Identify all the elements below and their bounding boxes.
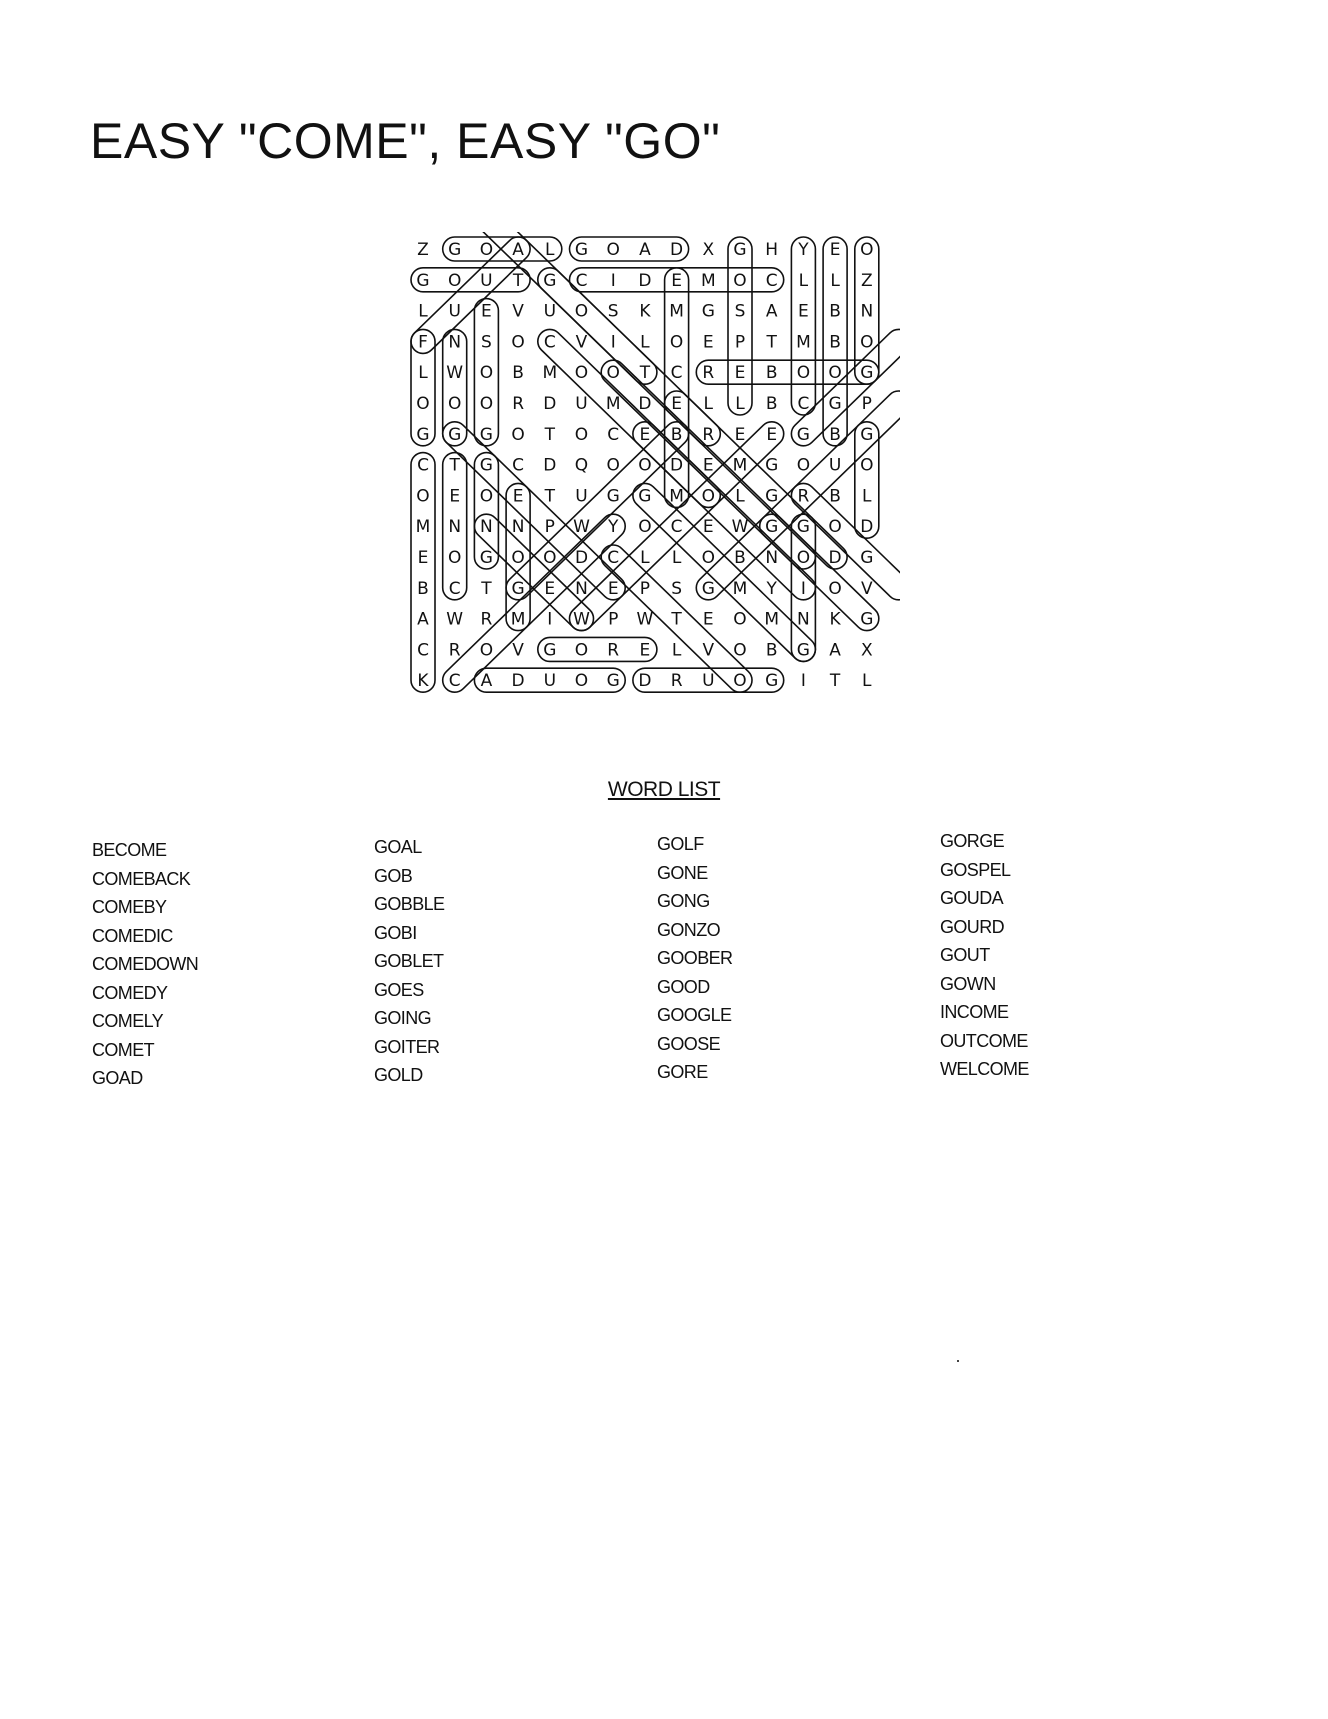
grid-letter[interactable]: G (606, 486, 620, 507)
grid-letter[interactable]: B (512, 363, 524, 384)
grid-letter[interactable]: T (671, 609, 682, 630)
grid-letter[interactable]: N (797, 609, 810, 630)
grid-letter[interactable]: N (480, 517, 493, 538)
grid-letter[interactable]: O (669, 332, 684, 353)
grid-letter[interactable]: R (448, 640, 461, 661)
word-list-item: GOAD (92, 1068, 143, 1088)
grid-letter[interactable]: A (829, 640, 841, 661)
grid-letter[interactable]: G (543, 270, 557, 291)
grid-letter[interactable]: S (607, 301, 619, 322)
grid-letter[interactable]: H (765, 240, 779, 260)
word-search-grid[interactable] (405, 232, 900, 707)
grid-letter[interactable]: L (418, 301, 428, 322)
grid-letter[interactable]: O (860, 332, 874, 353)
grid-letter[interactable]: B (734, 548, 746, 568)
grid-letter[interactable]: M (415, 517, 431, 538)
grid-letter[interactable]: M (732, 578, 748, 599)
grid-letter[interactable]: O (574, 363, 589, 384)
grid-letter[interactable]: C (670, 517, 683, 538)
grid-letter[interactable]: D (670, 240, 684, 260)
grid-letter[interactable]: E (829, 240, 841, 260)
grid-letter[interactable]: E (449, 486, 461, 507)
grid-letter[interactable]: M (510, 609, 526, 630)
grid-letter[interactable]: M (669, 301, 684, 322)
grid-letter[interactable]: L (735, 486, 745, 507)
grid-letter[interactable]: O (416, 486, 430, 507)
grid-letter[interactable]: C (797, 394, 810, 414)
grid-letter[interactable]: E (607, 578, 619, 599)
grid-letter[interactable]: G (796, 424, 810, 445)
word-list-item: GOITER (374, 1036, 440, 1057)
grid-letter[interactable]: N (860, 301, 874, 322)
grid-letter[interactable]: G (765, 455, 779, 476)
grid-letter[interactable]: L (545, 240, 555, 260)
grid-letter[interactable]: O (733, 640, 747, 661)
grid-letter[interactable]: E (766, 424, 778, 445)
grid-letter[interactable]: O (416, 394, 430, 414)
grid-letter[interactable]: L (862, 486, 872, 507)
grid-letter[interactable]: O (733, 671, 747, 692)
word-list-item: OUTCOME (940, 1030, 1028, 1051)
grid-letter[interactable]: O (606, 363, 620, 384)
grid-letter[interactable]: N (575, 578, 588, 599)
grid-letters (416, 240, 874, 691)
grid-letter[interactable]: O (606, 455, 620, 476)
grid-letter[interactable]: Y (608, 517, 619, 538)
grid-letter[interactable]: M (796, 332, 811, 353)
grid-letter[interactable]: O (733, 270, 747, 291)
grid-letter[interactable]: P (734, 332, 746, 353)
grid-letter[interactable]: U (480, 270, 493, 291)
grid-letter[interactable]: G (828, 394, 842, 414)
grid-letter[interactable]: W (573, 517, 590, 538)
grid-letter[interactable]: O (828, 363, 842, 384)
word-list-item: GOBBLE (374, 894, 445, 914)
word-list-item: GOLF (657, 834, 704, 854)
grid-letter[interactable]: I (610, 332, 616, 353)
word-list-item: GOBLET (374, 951, 444, 971)
grid-letter[interactable]: V (575, 332, 588, 353)
grid-letter[interactable]: C (607, 548, 620, 568)
grid-letter[interactable]: O (606, 240, 620, 260)
grid-letter[interactable]: W (446, 363, 464, 384)
grid-letter[interactable]: O (701, 548, 715, 568)
grid-letter[interactable]: E (702, 609, 714, 630)
word-list-item: WELCOME (940, 1059, 1029, 1079)
grid-letter[interactable]: A (765, 301, 778, 322)
grid-letter[interactable]: G (606, 671, 620, 692)
grid-letter[interactable]: L (862, 671, 872, 692)
grid-letter[interactable]: L (735, 394, 745, 414)
grid-letter[interactable]: C (765, 270, 778, 291)
grid-letter[interactable]: B (670, 424, 683, 445)
grid-letter[interactable]: T (766, 332, 777, 353)
grid-letter[interactable]: O (828, 578, 842, 599)
grid-letter[interactable]: E (544, 578, 556, 599)
grid-letter[interactable]: E (702, 455, 714, 476)
grid-letter[interactable]: R (702, 424, 715, 445)
grid-letter[interactable]: U (575, 394, 588, 414)
grid-letter[interactable]: I (800, 671, 806, 692)
grid-letter[interactable]: V (860, 578, 873, 599)
page-title: EASY "COME", EASY "GO" (90, 113, 721, 169)
grid-letter[interactable]: I (547, 609, 553, 630)
grid-letter[interactable]: E (702, 517, 714, 538)
word-list-column-1 (92, 840, 198, 1097)
grid-letter[interactable]: X (702, 240, 715, 260)
grid-letter[interactable]: D (638, 671, 652, 692)
grid-letter[interactable]: C (670, 363, 683, 384)
grid-letter[interactable]: L (671, 548, 682, 568)
grid-letter[interactable]: M (732, 455, 748, 476)
word-list-item: COMEDY (92, 982, 168, 1003)
grid-letter[interactable]: Y (798, 240, 809, 260)
grid-letter[interactable]: D (511, 671, 525, 692)
grid-letter[interactable]: G (860, 424, 874, 445)
grid-letter[interactable]: U (575, 486, 588, 507)
grid-letter[interactable]: T (481, 578, 492, 599)
grid-letter[interactable]: W (636, 609, 654, 630)
grid-letter[interactable]: B (417, 578, 429, 599)
grid-letter[interactable]: A (639, 240, 651, 260)
grid-letter[interactable]: U (543, 671, 557, 692)
grid-letter[interactable]: G (416, 424, 430, 445)
grid-letter[interactable]: W (573, 609, 590, 630)
grid-letter[interactable]: L (798, 270, 809, 291)
grid-letter[interactable]: A (480, 671, 493, 692)
grid-letter[interactable]: T (544, 486, 555, 507)
grid-letter[interactable]: Z (860, 270, 873, 291)
grid-letter[interactable]: C (512, 455, 525, 476)
grid-letter[interactable]: M (605, 394, 621, 414)
grid-letter[interactable]: E (671, 394, 682, 414)
word-list-heading: WORD LIST (607, 778, 721, 801)
grid-letter[interactable]: O (543, 548, 557, 568)
grid-letter[interactable]: W (731, 517, 749, 538)
grid-letter[interactable]: R (702, 363, 715, 384)
found-word-ring (791, 237, 815, 415)
grid-letter[interactable]: O (448, 548, 462, 568)
grid-letter[interactable]: L (703, 394, 714, 414)
grid-letter[interactable]: B (829, 332, 841, 353)
grid-letter[interactable]: K (417, 671, 429, 692)
grid-letter[interactable]: R (480, 609, 493, 630)
grid-letter[interactable]: O (479, 640, 494, 661)
grid-letter[interactable]: K (639, 301, 651, 322)
word-list-item: GOSPEL (940, 859, 1011, 880)
word-list-item: GOING (374, 1008, 432, 1028)
grid-letter[interactable]: G (448, 240, 462, 260)
word-list-column-4 (940, 831, 1029, 1088)
grid-letter[interactable]: S (671, 578, 682, 599)
word-list-item: COMEDOWN (92, 954, 199, 974)
grid-letter[interactable]: E (639, 424, 651, 445)
grid-letter[interactable]: E (734, 363, 746, 384)
grid-letter[interactable]: C (448, 671, 461, 692)
grid-letter[interactable]: A (417, 609, 429, 630)
grid-letter[interactable]: C (417, 640, 429, 661)
grid-letter[interactable]: O (511, 548, 525, 568)
grid-letter[interactable]: N (448, 517, 462, 538)
grid-letter[interactable]: T (639, 363, 651, 384)
grid-letter[interactable]: T (829, 671, 841, 692)
word-list-item: GONZO (657, 919, 720, 940)
grid-letter[interactable]: E (671, 270, 682, 291)
grid-letter[interactable]: S (481, 332, 492, 353)
grid-letter[interactable]: C (575, 270, 588, 291)
word-list-item: GOWN (940, 973, 996, 994)
grid-letter[interactable]: B (829, 424, 841, 445)
word-list-item: GOOGLE (657, 1005, 732, 1025)
grid-letter[interactable]: O (828, 517, 842, 538)
grid-letter[interactable]: O (733, 609, 747, 630)
grid-letter[interactable]: E (417, 548, 429, 568)
grid-letter[interactable]: O (796, 455, 811, 476)
grid-letter[interactable]: L (671, 640, 682, 661)
found-word-ring (533, 324, 725, 512)
grid-letter[interactable]: B (829, 301, 841, 322)
grid-letter[interactable]: B (765, 640, 778, 661)
word-list-item: GOOSE (657, 1033, 721, 1054)
word-list-item: COMEBY (92, 897, 167, 917)
word-list-column-3 (657, 834, 732, 1091)
grid-letter[interactable]: R (797, 486, 810, 507)
grid-letter[interactable]: G (543, 640, 557, 661)
grid-letter[interactable]: M (764, 609, 780, 630)
grid-letter[interactable]: E (798, 301, 809, 322)
grid-letter[interactable]: N (511, 517, 525, 538)
grid-letter[interactable]: V (512, 640, 524, 661)
grid-letter[interactable]: M (542, 363, 558, 384)
grid-letter[interactable]: U (828, 455, 842, 476)
grid-letter[interactable]: B (765, 394, 778, 414)
word-list-item: GOUT (940, 945, 990, 965)
word-list-item: GOBI (374, 922, 417, 943)
grid-letter[interactable]: G (574, 240, 589, 260)
grid-letter[interactable]: S (734, 301, 746, 322)
grid-letter[interactable]: L (418, 363, 428, 384)
word-list-item: GOAL (374, 837, 422, 857)
grid-letter[interactable]: E (512, 486, 524, 507)
grid-letter[interactable]: R (607, 640, 620, 661)
grid-letter[interactable]: E (639, 640, 651, 661)
word-list-item: GOOBER (657, 948, 733, 968)
grid-letter[interactable]: L (830, 270, 840, 291)
word-list-item: GOOD (657, 976, 710, 997)
grid-letter[interactable]: Y (766, 578, 777, 599)
word-list-item: COMEBACK (92, 868, 191, 889)
grid-letter[interactable]: R (512, 394, 525, 414)
grid-letter[interactable]: T (449, 455, 460, 476)
grid-letter[interactable]: U (702, 671, 715, 692)
word-list-column-2 (374, 837, 444, 1094)
grid-letter[interactable]: G (733, 240, 747, 260)
grid-letter[interactable]: D (638, 394, 652, 414)
grid-letter[interactable]: G (860, 609, 874, 630)
grid-letter[interactable]: G (416, 270, 430, 291)
grid-letter[interactable]: I (610, 270, 616, 291)
grid-letter[interactable]: I (800, 578, 806, 599)
grid-letter[interactable]: G (796, 640, 810, 661)
grid-letter[interactable]: O (479, 394, 494, 414)
grid-letter[interactable]: O (479, 486, 494, 507)
grid-letter[interactable]: G (479, 455, 493, 476)
grid-letter[interactable]: P (861, 394, 872, 414)
grid-letter[interactable]: U (543, 301, 557, 322)
grid-letter[interactable]: P (639, 578, 651, 599)
grid-letter[interactable]: O (574, 640, 589, 661)
grid-letter[interactable]: G (638, 486, 652, 507)
grid-letter[interactable]: O (448, 394, 462, 414)
word-list-item: GOURD (940, 916, 1004, 937)
grid-letter[interactable]: K (829, 609, 841, 630)
grid-letter[interactable]: Z (417, 240, 429, 260)
grid-letter[interactable]: G (479, 548, 493, 568)
grid-letter[interactable]: E (702, 332, 714, 353)
grid-letter[interactable]: X (860, 640, 873, 661)
word-list-item: GONE (657, 862, 708, 883)
grid-letter[interactable]: M (700, 270, 716, 291)
grid-letter[interactable]: N (765, 548, 779, 568)
word-list-item: GOES (374, 979, 424, 1000)
grid-letter[interactable]: B (829, 486, 841, 507)
grid-letter[interactable]: D (670, 455, 684, 476)
grid-letter[interactable]: O (638, 517, 652, 538)
grid-letter[interactable]: O (479, 240, 494, 260)
grid-letter[interactable]: Q (574, 455, 589, 476)
grid-letter[interactable]: U (448, 301, 461, 322)
grid-letter[interactable]: D (828, 548, 842, 568)
grid-letter[interactable]: L (640, 548, 650, 568)
grid-letter[interactable]: G (479, 424, 493, 445)
grid-letter[interactable]: D (543, 455, 557, 476)
grid-letter[interactable]: O (511, 332, 525, 353)
grid-letter[interactable]: V (512, 301, 524, 322)
grid-letter[interactable]: D (860, 517, 874, 538)
word-list-item: GOLD (374, 1065, 423, 1085)
grid-letter[interactable]: O (638, 455, 652, 476)
grid-letter[interactable]: A (512, 240, 524, 260)
grid-letter[interactable]: G (701, 578, 715, 599)
grid-letter[interactable]: C (417, 455, 429, 476)
word-list-item: BECOME (92, 840, 167, 860)
found-word-ring (728, 237, 752, 415)
grid-letter[interactable]: N (448, 332, 462, 353)
grid-letter[interactable]: D (574, 548, 589, 568)
grid-letter[interactable]: O (448, 270, 462, 291)
grid-letter[interactable]: V (702, 640, 715, 661)
grid-letter[interactable]: B (765, 363, 778, 384)
grid-letter[interactable]: W (446, 609, 464, 630)
grid-letter[interactable]: C (448, 578, 461, 599)
grid-letter[interactable]: G (765, 517, 779, 538)
grid-letter[interactable]: O (574, 671, 589, 692)
grid-letter[interactable]: O (574, 301, 589, 322)
grid-letter[interactable]: L (640, 332, 650, 353)
grid-letter[interactable]: O (796, 363, 811, 384)
grid-letter[interactable]: G (765, 486, 779, 507)
grid-letter[interactable]: D (638, 270, 652, 291)
word-list-item: INCOME (940, 1002, 1009, 1022)
grid-letter[interactable]: P (608, 609, 619, 630)
grid-letter[interactable]: G (765, 671, 779, 692)
grid-letter[interactable]: D (543, 394, 557, 414)
grid-letter[interactable]: T (512, 270, 524, 291)
grid-letter[interactable]: O (479, 363, 494, 384)
stray-mark (957, 1360, 959, 1362)
grid-letter[interactable]: O (574, 424, 589, 445)
word-list-item: GOB (374, 865, 413, 886)
grid-letter[interactable]: E (734, 424, 746, 445)
word-list-item: COMET (92, 1039, 154, 1060)
grid-letter[interactable]: G (796, 517, 810, 538)
grid-letter[interactable]: G (448, 424, 462, 445)
grid-letter[interactable]: C (607, 424, 620, 445)
grid-letter[interactable]: G (701, 301, 715, 322)
grid-letter[interactable]: C (543, 332, 556, 353)
grid-letter[interactable]: E (481, 301, 492, 322)
word-list-item: COMEDIC (92, 925, 173, 946)
grid-letter[interactable]: F (418, 332, 428, 353)
grid-letter[interactable]: R (670, 671, 683, 692)
grid-letter[interactable]: O (511, 424, 525, 445)
found-word-ring (696, 360, 879, 384)
grid-letter[interactable]: T (544, 424, 555, 445)
grid-letter[interactable]: O (860, 455, 874, 476)
grid-letter[interactable]: G (860, 548, 874, 568)
grid-letter[interactable]: O (701, 486, 715, 507)
word-list-item: COMELY (92, 1011, 164, 1031)
word-list-item: GORGE (940, 831, 1005, 851)
word-list-item: GOUDA (940, 888, 1004, 908)
word-list-item: GONG (657, 891, 710, 911)
grid-letter[interactable]: O (860, 240, 874, 260)
grid-letter[interactable]: G (860, 363, 874, 384)
grid-letter[interactable]: P (544, 517, 555, 538)
word-list-item: GORE (657, 1062, 708, 1082)
grid-letter[interactable]: M (669, 486, 684, 507)
grid-letter[interactable]: G (511, 578, 525, 599)
grid-letter[interactable]: O (796, 548, 811, 568)
